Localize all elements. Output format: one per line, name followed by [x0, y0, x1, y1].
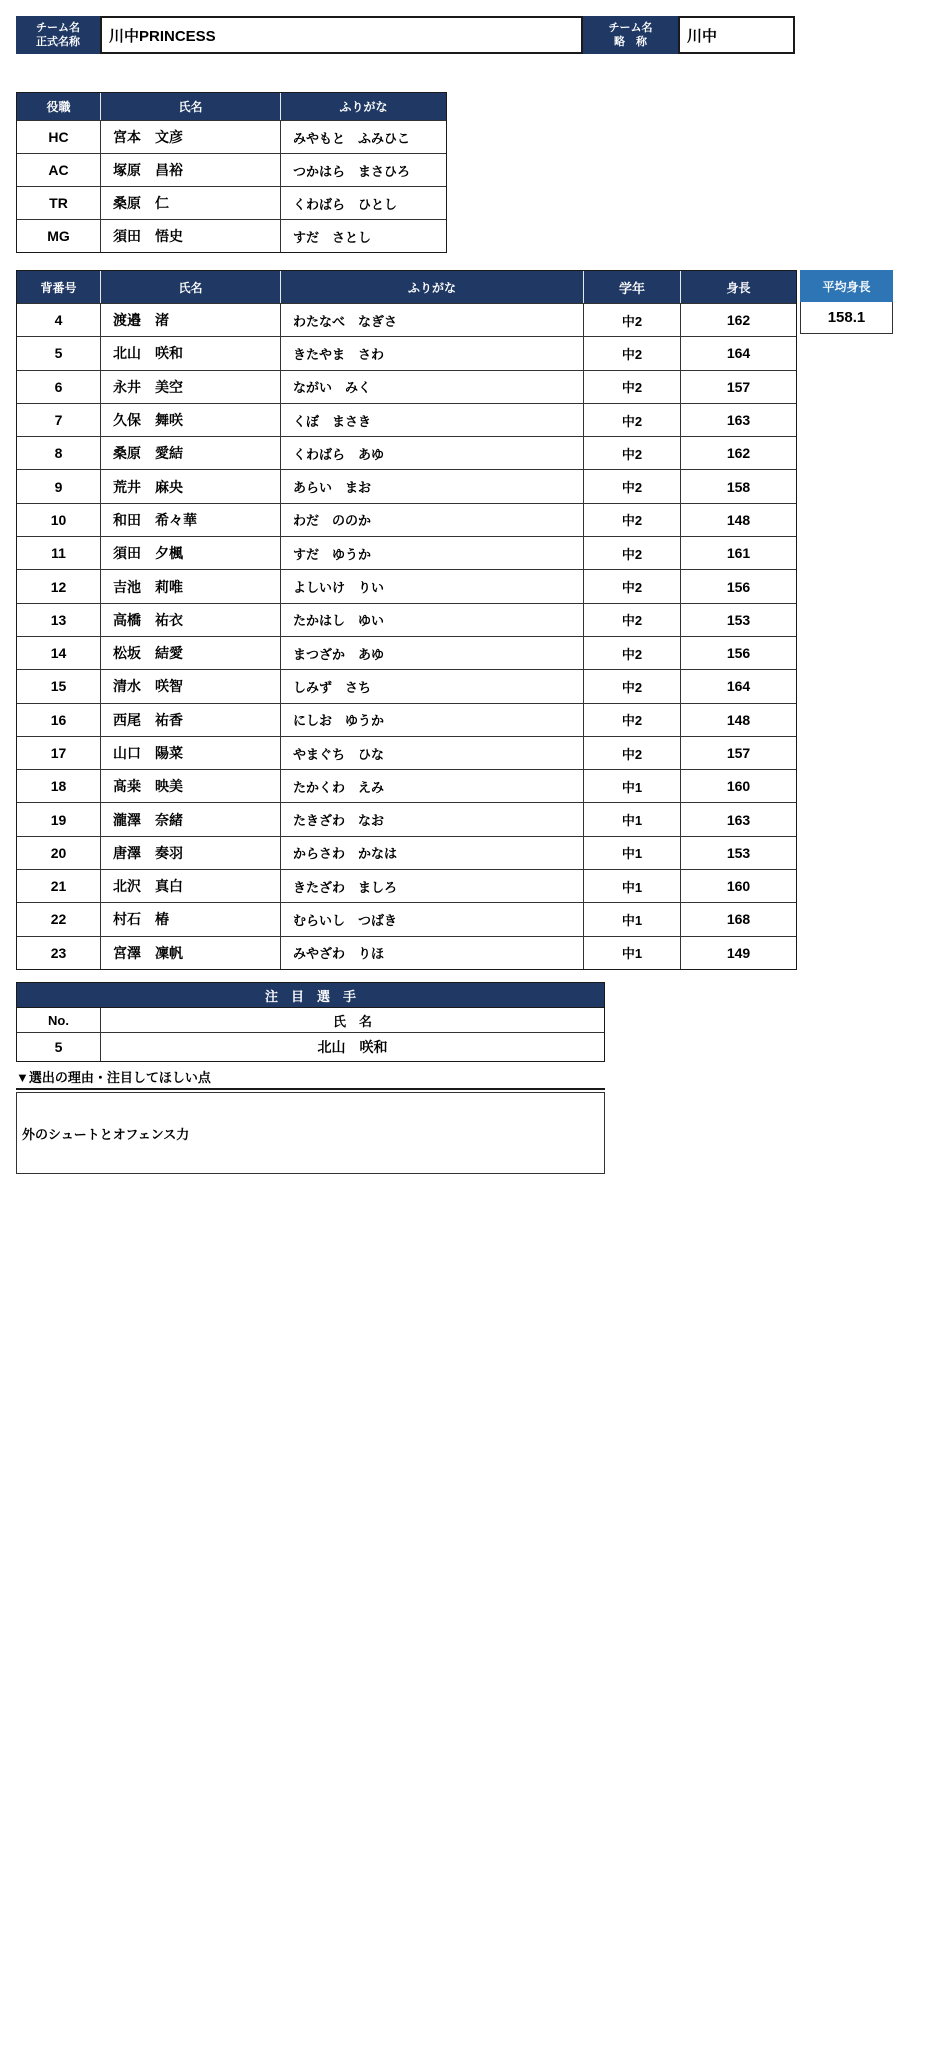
player-grade-cell: 中2: [584, 737, 681, 769]
staff-name-cell: 塚原 昌裕: [101, 154, 281, 186]
featured-no-value: 5: [17, 1033, 101, 1061]
average-height-value: 158.1: [800, 302, 893, 334]
roster-row: [17, 569, 796, 602]
player-height-cell: 157: [681, 737, 796, 769]
player-name-cell: 松坂 結愛: [101, 637, 281, 669]
player-number-cell: 14: [17, 637, 101, 669]
player-number-cell: 15: [17, 670, 101, 702]
roster-header-name: 氏名: [101, 271, 281, 303]
player-name-cell: 永井 美空: [101, 371, 281, 403]
player-grade-cell: 中1: [584, 770, 681, 802]
player-height-cell: 163: [681, 803, 796, 835]
player-number-cell: 20: [17, 837, 101, 869]
staff-role-cell: AC: [17, 154, 101, 186]
player-number-cell: 21: [17, 870, 101, 902]
average-height-label: 平均身長: [800, 270, 893, 302]
player-grade-cell: 中2: [584, 537, 681, 569]
player-kana-cell: あらい まお: [281, 470, 584, 502]
player-number-cell: 8: [17, 437, 101, 469]
player-name-cell: 西尾 祐香: [101, 704, 281, 736]
staff-name-cell: 桑原 仁: [101, 187, 281, 219]
featured-player-table: [16, 1008, 605, 1062]
team-official-name-label-line2: 正式名称: [36, 36, 80, 48]
player-grade-cell: 中2: [584, 404, 681, 436]
player-kana-cell: きたやま さわ: [281, 337, 584, 369]
player-number-cell: 13: [17, 604, 101, 636]
roster-row: [17, 936, 796, 969]
player-grade-cell: 中2: [584, 637, 681, 669]
player-name-cell: 髙桒 映美: [101, 770, 281, 802]
roster-row: [17, 769, 796, 802]
player-height-cell: 158: [681, 470, 796, 502]
player-name-cell: 瀧澤 奈緒: [101, 803, 281, 835]
roster-row: [17, 303, 796, 336]
roster-row: [17, 802, 796, 835]
roster-row: [17, 703, 796, 736]
player-kana-cell: たきざわ なお: [281, 803, 584, 835]
player-kana-cell: むらいし つばき: [281, 903, 584, 935]
player-height-cell: 163: [681, 404, 796, 436]
staff-header-kana: ふりがな: [281, 93, 446, 120]
staff-table: [16, 92, 447, 253]
player-number-cell: 12: [17, 570, 101, 602]
player-name-cell: 清水 咲智: [101, 670, 281, 702]
roster-row: [17, 536, 796, 569]
player-name-cell: 荒井 麻央: [101, 470, 281, 502]
player-kana-cell: みやざわ りほ: [281, 937, 584, 969]
player-kana-cell: たかくわ えみ: [281, 770, 584, 802]
player-number-cell: 22: [17, 903, 101, 935]
roster-row: [17, 603, 796, 636]
player-kana-cell: すだ ゆうか: [281, 537, 584, 569]
team-short-name-label: [583, 16, 678, 54]
roster-header-height: 身長: [681, 271, 796, 303]
player-kana-cell: くわばら あゆ: [281, 437, 584, 469]
player-name-cell: 村石 椿: [101, 903, 281, 935]
player-grade-cell: 中2: [584, 670, 681, 702]
player-grade-cell: 中2: [584, 470, 681, 502]
featured-no-header: No.: [17, 1008, 101, 1032]
player-number-cell: 16: [17, 704, 101, 736]
player-grade-cell: 中2: [584, 304, 681, 336]
featured-name-value: 北山 咲和: [317, 1039, 388, 1055]
player-grade-cell: 中2: [584, 704, 681, 736]
player-kana-cell: にしお ゆうか: [281, 704, 584, 736]
player-grade-cell: 中1: [584, 870, 681, 902]
player-grade-cell: 中2: [584, 337, 681, 369]
staff-header-role: 役職: [17, 93, 101, 120]
staff-header-name: 氏名: [101, 93, 281, 120]
player-name-cell: 唐澤 奏羽: [101, 837, 281, 869]
player-name-cell: 桑原 愛結: [101, 437, 281, 469]
player-kana-cell: きたざわ ましろ: [281, 870, 584, 902]
player-grade-cell: 中2: [584, 504, 681, 536]
staff-role-cell: TR: [17, 187, 101, 219]
player-grade-cell: 中2: [584, 570, 681, 602]
staff-kana-cell: みやもと ふみひこ: [281, 121, 446, 153]
roster-row: [17, 869, 796, 902]
featured-name-header: 氏 名: [332, 1013, 372, 1029]
player-height-cell: 164: [681, 670, 796, 702]
player-height-cell: 168: [681, 903, 796, 935]
player-number-cell: 11: [17, 537, 101, 569]
roster-header-kana: ふりがな: [281, 271, 584, 303]
team-official-name-label-line1: チーム名: [36, 22, 80, 34]
player-grade-cell: 中1: [584, 837, 681, 869]
team-short-name-label-line1: チーム名: [608, 22, 653, 34]
staff-name-cell: 宮本 文彦: [101, 121, 281, 153]
roster-row: [17, 370, 796, 403]
roster-row: [17, 469, 796, 502]
player-height-cell: 157: [681, 371, 796, 403]
player-kana-cell: ながい みく: [281, 371, 584, 403]
player-kana-cell: わたなべ なぎさ: [281, 304, 584, 336]
player-number-cell: 19: [17, 803, 101, 835]
player-height-cell: 162: [681, 437, 796, 469]
player-name-cell: 渡邉 渚: [101, 304, 281, 336]
player-kana-cell: やまぐち ひな: [281, 737, 584, 769]
staff-row: [17, 120, 446, 153]
staff-name-cell: 須田 悟史: [101, 220, 281, 252]
player-number-cell: 5: [17, 337, 101, 369]
staff-role-cell: MG: [17, 220, 101, 252]
player-kana-cell: しみず さち: [281, 670, 584, 702]
player-kana-cell: くぼ まさき: [281, 404, 584, 436]
staff-row: [17, 186, 446, 219]
player-grade-cell: 中2: [584, 604, 681, 636]
player-grade-cell: 中1: [584, 803, 681, 835]
staff-kana-cell: すだ さとし: [281, 220, 446, 252]
featured-player-title: 注 目 選 手: [16, 982, 605, 1008]
player-number-cell: 6: [17, 371, 101, 403]
player-name-cell: 須田 夕楓: [101, 537, 281, 569]
player-number-cell: 9: [17, 470, 101, 502]
player-height-cell: 148: [681, 504, 796, 536]
player-kana-cell: まつざか あゆ: [281, 637, 584, 669]
player-number-cell: 17: [17, 737, 101, 769]
player-grade-cell: 中1: [584, 903, 681, 935]
roster-row: [17, 403, 796, 436]
staff-kana-cell: くわばら ひとし: [281, 187, 446, 219]
player-kana-cell: からさわ かなは: [281, 837, 584, 869]
staff-table-header: [17, 93, 446, 120]
player-name-cell: 宮澤 凜帆: [101, 937, 281, 969]
team-short-name-label-line2: 略 称: [614, 36, 647, 48]
player-number-cell: 10: [17, 504, 101, 536]
player-name-cell: 吉池 莉唯: [101, 570, 281, 602]
roster-row: [17, 636, 796, 669]
player-height-cell: 161: [681, 537, 796, 569]
player-kana-cell: わだ ののか: [281, 504, 584, 536]
staff-table-body: [17, 120, 446, 252]
roster-row: [17, 736, 796, 769]
player-number-cell: 4: [17, 304, 101, 336]
roster-header-number: 背番号: [17, 271, 101, 303]
roster-row: [17, 503, 796, 536]
roster-table-body: [17, 303, 796, 969]
player-height-cell: 160: [681, 870, 796, 902]
featured-player-header-row: [17, 1008, 604, 1032]
roster-row: [17, 336, 796, 369]
player-name-cell: 山口 陽菜: [101, 737, 281, 769]
roster-row: [17, 902, 796, 935]
featured-player-section: [16, 982, 605, 1174]
team-official-name-label: [16, 16, 100, 54]
staff-row: [17, 219, 446, 252]
staff-row: [17, 153, 446, 186]
player-name-cell: 和田 希々華: [101, 504, 281, 536]
featured-reason-label: ▼選出の理由・注目してほしい点: [16, 1062, 605, 1090]
player-height-cell: 149: [681, 937, 796, 969]
player-name-cell: 北沢 真白: [101, 870, 281, 902]
featured-player-data-row: [17, 1032, 604, 1061]
staff-kana-cell: つかはら まさひろ: [281, 154, 446, 186]
player-height-cell: 153: [681, 837, 796, 869]
player-height-cell: 156: [681, 637, 796, 669]
roster-row: [17, 669, 796, 702]
player-kana-cell: よしいけ りい: [281, 570, 584, 602]
player-height-cell: 156: [681, 570, 796, 602]
roster-table: [16, 270, 797, 970]
player-height-cell: 148: [681, 704, 796, 736]
player-number-cell: 23: [17, 937, 101, 969]
player-height-cell: 153: [681, 604, 796, 636]
player-grade-cell: 中2: [584, 437, 681, 469]
player-height-cell: 164: [681, 337, 796, 369]
roster-row: [17, 436, 796, 469]
featured-reason-text: 外のシュートとオフェンス力: [16, 1092, 605, 1174]
player-name-cell: 久保 舞咲: [101, 404, 281, 436]
team-short-name-value: 川中: [678, 16, 795, 54]
roster-row: [17, 836, 796, 869]
staff-role-cell: HC: [17, 121, 101, 153]
player-grade-cell: 中1: [584, 937, 681, 969]
player-number-cell: 7: [17, 404, 101, 436]
player-height-cell: 162: [681, 304, 796, 336]
player-name-cell: 北山 咲和: [101, 337, 281, 369]
team-official-name-value: 川中PRINCESS: [100, 16, 583, 54]
player-height-cell: 160: [681, 770, 796, 802]
player-grade-cell: 中2: [584, 371, 681, 403]
player-kana-cell: たかはし ゆい: [281, 604, 584, 636]
roster-header-grade: 学年: [584, 271, 681, 303]
player-name-cell: 高橋 祐衣: [101, 604, 281, 636]
roster-table-header: [17, 271, 796, 303]
player-number-cell: 18: [17, 770, 101, 802]
